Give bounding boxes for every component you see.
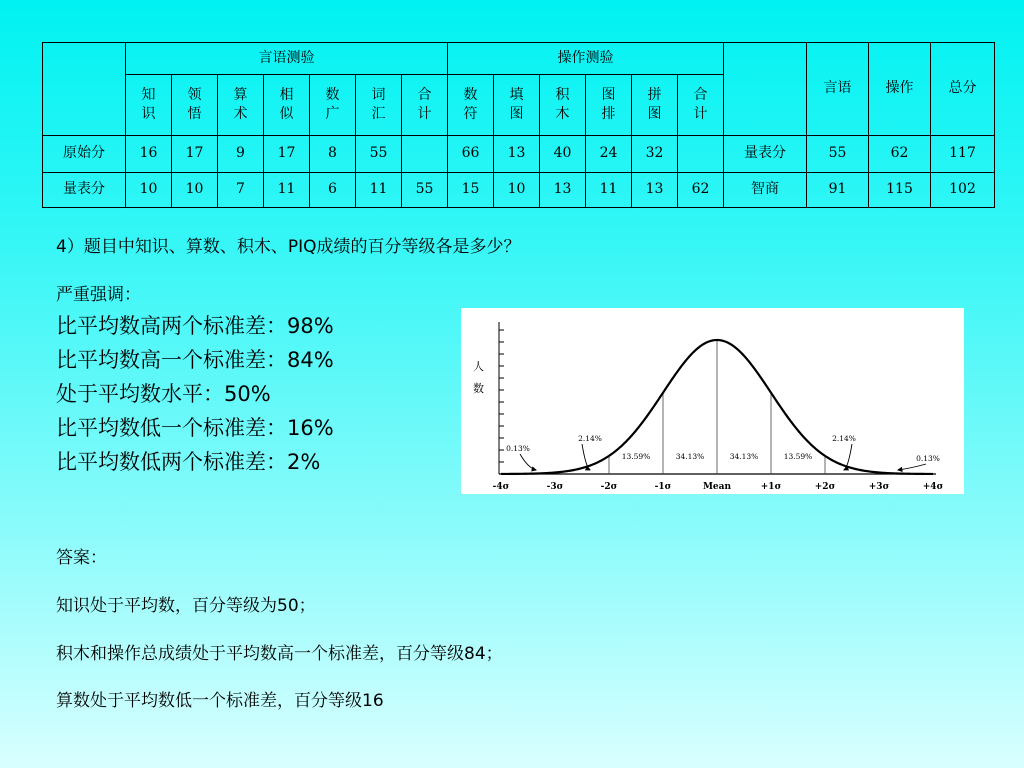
summary-cell: 62 (869, 135, 931, 172)
answer-line: 算数处于平均数低一个标准差，百分等级16 (56, 691, 384, 711)
table-cell: 66 (448, 135, 494, 172)
band-percent-label: 0.13% (916, 454, 940, 463)
subtest-header-label: 领悟 (187, 86, 202, 122)
subtest-header (218, 75, 264, 135)
table-row (43, 172, 995, 207)
table-cell (678, 135, 724, 172)
table-cell: 17 (264, 135, 310, 172)
subtest-header-label: 合计 (693, 86, 708, 122)
normal-distribution-chart (461, 308, 964, 494)
band-percent-label: 13.59% (783, 452, 813, 461)
table-cell: 11 (586, 172, 632, 207)
summary-header-total: 总分 (931, 43, 995, 136)
y-axis-ticks (499, 330, 504, 462)
table-cell: 32 (632, 135, 678, 172)
subtest-header-label: 合计 (417, 86, 432, 122)
sigma-lines (555, 340, 879, 474)
x-tick-label: +2σ (814, 482, 836, 492)
subtest-header-label: 算术 (233, 86, 248, 122)
x-tick-label: -2σ (600, 482, 618, 492)
subtest-header (678, 75, 724, 135)
x-tick-label: +1σ (760, 482, 782, 492)
summary-row-label: 量表分 (724, 135, 807, 172)
subtest-header-label: 积木 (555, 86, 570, 122)
subtest-header (310, 75, 356, 135)
table-row (43, 135, 995, 172)
subtest-header-label: 图排 (601, 86, 616, 122)
subtest-header-label: 拼图 (647, 86, 662, 122)
table-cell: 11 (264, 172, 310, 207)
rule-item: 比平均数低一个标准差：16% (56, 416, 334, 440)
band-percent-label: 34.13% (675, 452, 705, 461)
table-cell: 6 (310, 172, 356, 207)
table-cell: 10 (172, 172, 218, 207)
table-cell: 15 (448, 172, 494, 207)
table-cell: 55 (402, 172, 448, 207)
rules-list (56, 309, 334, 479)
subtest-header-label: 数符 (463, 86, 478, 122)
subtest-header (632, 75, 678, 135)
summary-cell: 91 (807, 172, 869, 207)
table-cell: 10 (494, 172, 540, 207)
subtest-header-label: 词汇 (371, 86, 386, 122)
table-cell: 13 (494, 135, 540, 172)
table-cell: 55 (356, 135, 402, 172)
summary-header-performance: 操作 (869, 43, 931, 136)
answer-line: 积木和操作总成绩处于平均数高一个标准差，百分等级84； (56, 644, 503, 664)
performance-group-header: 操作测验 (448, 43, 724, 75)
table-cell: 10 (126, 172, 172, 207)
subtest-header (448, 75, 494, 135)
answers-title: 答案： (56, 548, 107, 568)
subtest-header (402, 75, 448, 135)
table-corner-cell (43, 43, 126, 136)
normal-curve-svg (461, 308, 964, 494)
table-cell: 17 (172, 135, 218, 172)
x-tick-label: -1σ (654, 482, 672, 492)
rule-item: 比平均数高两个标准差：98% (56, 314, 334, 338)
x-tick-label: +3σ (868, 482, 890, 492)
table-cell: 24 (586, 135, 632, 172)
subtest-header-label: 相似 (279, 86, 294, 122)
band-percent-label: 2.14% (832, 434, 856, 443)
subtest-header (494, 75, 540, 135)
question-text: 4）题目中知识、算数、积木、PIQ成绩的百分等级各是多少？ (56, 237, 521, 257)
table-cell: 40 (540, 135, 586, 172)
band-percent-label: 2.14% (578, 434, 602, 443)
score-table (42, 42, 995, 208)
callout-arrow (520, 454, 536, 470)
rule-item: 比平均数低两个标准差：2% (56, 450, 321, 474)
table-cell: 13 (540, 172, 586, 207)
band-percent-labels (506, 434, 940, 463)
summary-header-verbal: 言语 (807, 43, 869, 136)
verbal-group-header: 言语测验 (126, 43, 448, 75)
table-cell: 16 (126, 135, 172, 172)
subtest-header-label: 数广 (325, 86, 340, 122)
subtest-header (126, 75, 172, 135)
table-cell: 9 (218, 135, 264, 172)
subtest-header-label: 知识 (141, 86, 156, 122)
subtest-header (264, 75, 310, 135)
subtest-header (586, 75, 632, 135)
band-percent-label: 0.13% (506, 444, 530, 453)
band-percent-label: 13.59% (621, 452, 651, 461)
answer-line: 知识处于平均数，百分等级为50； (56, 596, 316, 616)
table-cell (402, 135, 448, 172)
table-cell: 62 (678, 172, 724, 207)
callout-arrow (898, 464, 926, 470)
rule-item: 处于平均数水平：50% (56, 382, 271, 406)
subtest-header (356, 75, 402, 135)
subtest-header-label: 填图 (509, 86, 524, 122)
table-cell: 8 (310, 135, 356, 172)
subtest-header (540, 75, 586, 135)
y-axis-label: 人数 (473, 360, 484, 395)
emphasis-label: 严重强调： (56, 285, 141, 305)
summary-row-label: 智商 (724, 172, 807, 207)
band-percent-label: 34.13% (729, 452, 759, 461)
summary-cell: 55 (807, 135, 869, 172)
percent-callout-arrows (520, 444, 926, 470)
row-label: 量表分 (43, 172, 126, 207)
x-tick-labels (493, 482, 944, 492)
table-cell: 13 (632, 172, 678, 207)
x-tick-label: -4σ (492, 482, 510, 492)
row-label: 原始分 (43, 135, 126, 172)
summary-cell: 115 (869, 172, 931, 207)
subtest-header (172, 75, 218, 135)
x-tick-label: +4σ (922, 482, 944, 492)
summary-cell: 117 (931, 135, 995, 172)
summary-blank-header (724, 43, 807, 136)
summary-cell: 102 (931, 172, 995, 207)
table-cell: 7 (218, 172, 264, 207)
table-cell: 11 (356, 172, 402, 207)
x-tick-label: -3σ (546, 482, 564, 492)
x-tick-label: Mean (702, 482, 732, 492)
rule-item: 比平均数高一个标准差：84% (56, 348, 334, 372)
